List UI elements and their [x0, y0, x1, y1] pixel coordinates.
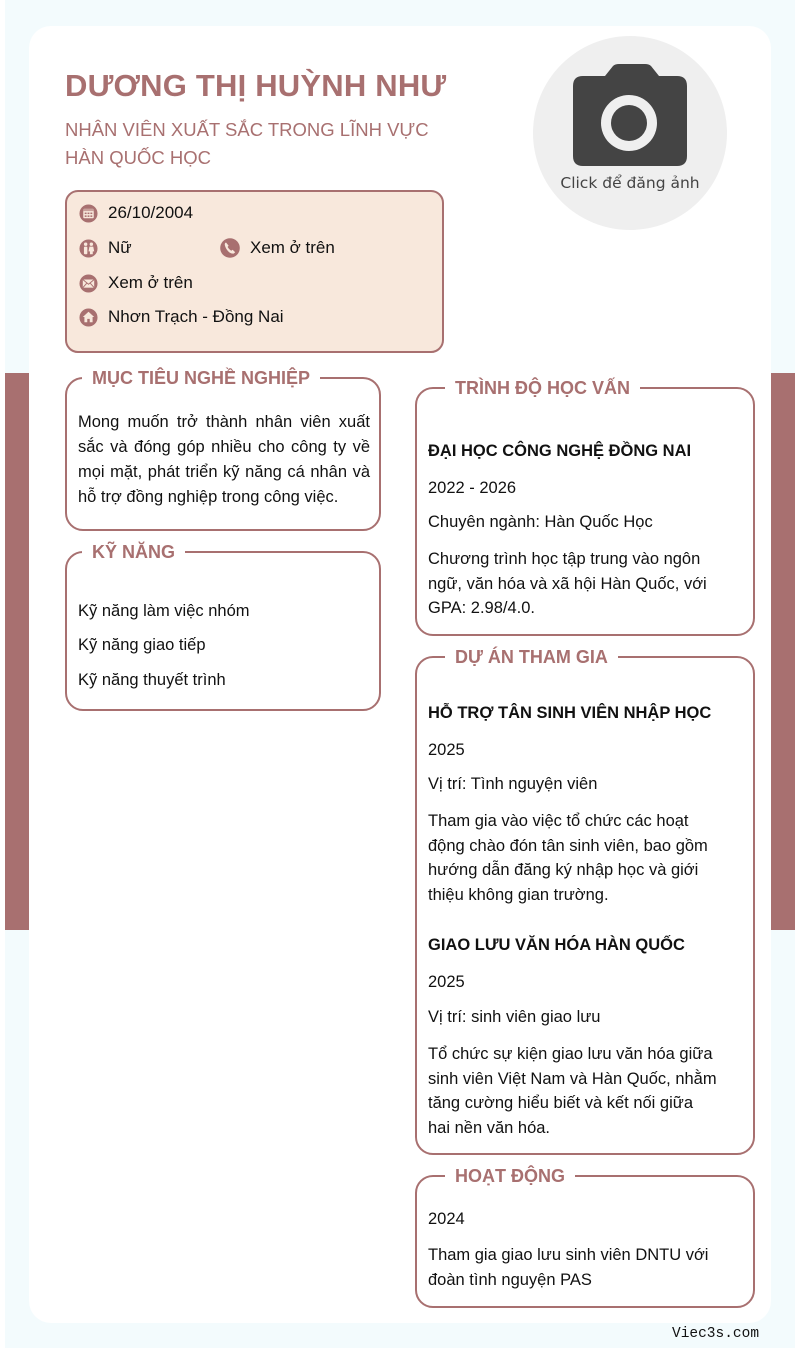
home-icon — [78, 307, 98, 327]
desc-line: Tổ chức sự kiện giao lưu văn hóa giữa — [428, 1045, 713, 1063]
section-title-activities: HOẠT ĐỘNG — [445, 1164, 575, 1188]
desc-line: ngữ, văn hóa và xã hội Hàn Quốc, với — [428, 574, 707, 593]
photo-upload[interactable] — [533, 36, 727, 230]
project-description[interactable] — [428, 1042, 717, 1141]
gender-value: Nữ — [108, 238, 132, 257]
section-title-projects: DỰ ÁN THAM GIA — [445, 645, 618, 669]
skill-item[interactable]: Kỹ năng làm việc nhóm — [78, 602, 250, 620]
desc-line: GPA: 2.98/4.0. — [428, 599, 536, 618]
project-name[interactable]: HỖ TRỢ TÂN SINH VIÊN NHẬP HỌC — [428, 704, 712, 722]
address-value: Nhơn Trạch - Đồng Nai — [108, 307, 284, 326]
project-year[interactable]: 2025 — [428, 741, 465, 759]
desc-line: hai nền văn hóa. — [428, 1119, 551, 1138]
title-line-2: HÀN QUỐC HỌC — [65, 147, 211, 168]
education-major[interactable]: Chuyên ngành: Hàn Quốc Học — [428, 513, 653, 531]
birthday-value: 26/10/2004 — [108, 203, 194, 222]
education-period[interactable]: 2022 - 2026 — [428, 479, 517, 497]
desc-line: sinh viên Việt Nam và Hàn Quốc, nhằm — [428, 1069, 717, 1088]
section-title-skills: KỸ NĂNG — [82, 540, 185, 564]
desc-line: Tham gia vào việc tổ chức các hoạt — [428, 812, 689, 830]
section-education — [415, 378, 755, 636]
title-line-1: NHÂN VIÊN XUẤT SẮC TRONG LĨNH VỰC — [65, 119, 429, 140]
desc-line: tăng cường hiểu biết và kết nối giữa — [428, 1094, 693, 1113]
section-skills — [65, 542, 381, 711]
photo-upload-label: Click để đăng ảnh — [560, 174, 700, 192]
decorative-band-right — [771, 373, 795, 930]
section-objective — [65, 368, 381, 531]
education-description[interactable] — [428, 547, 707, 621]
project-description[interactable] — [428, 809, 708, 908]
contact-email[interactable] — [78, 273, 193, 293]
watermark: Viec3s.com — [672, 1326, 760, 1342]
skill-item[interactable]: Kỹ năng giao tiếp — [78, 636, 206, 654]
phone-icon — [220, 238, 240, 258]
phone-value: Xem ở trên — [250, 238, 335, 257]
section-projects — [415, 647, 755, 1155]
contact-gender[interactable] — [78, 238, 132, 258]
project-name[interactable]: GIAO LƯU VĂN HÓA HÀN QUỐC — [428, 936, 685, 954]
section-title-objective: MỤC TIÊU NGHỀ NGHIỆP — [82, 366, 320, 390]
desc-line: thiệu không gian trường. — [428, 886, 609, 905]
section-title-education: TRÌNH ĐỘ HỌC VẤN — [445, 376, 640, 400]
candidate-title[interactable] — [65, 116, 445, 172]
activity-description[interactable] — [428, 1243, 708, 1292]
section-activities — [415, 1166, 755, 1308]
contact-birthday[interactable] — [78, 203, 193, 223]
decorative-band-left — [5, 373, 29, 930]
education-school[interactable]: ĐẠI HỌC CÔNG NGHỆ ĐỒNG NAI — [428, 442, 692, 460]
mail-icon — [78, 273, 98, 293]
candidate-name[interactable]: DƯƠNG THỊ HUỲNH NHƯ — [65, 68, 447, 103]
skill-item[interactable]: Kỹ năng thuyết trình — [78, 671, 226, 689]
contact-phone[interactable] — [220, 238, 335, 258]
project-role[interactable]: Vị trí: Tình nguyện viên — [428, 775, 598, 793]
desc-line: hướng dẫn đăng ký nhập học và giới — [428, 861, 699, 880]
project-role[interactable]: Vị trí: sinh viên giao lưu — [428, 1008, 601, 1026]
email-value: Xem ở trên — [108, 273, 193, 292]
camera-icon — [571, 64, 689, 168]
desc-line: đoàn tình nguyện PAS — [428, 1270, 592, 1289]
contact-info-box — [65, 190, 444, 353]
calendar-icon — [78, 203, 98, 223]
project-year[interactable]: 2025 — [428, 973, 465, 991]
desc-line: Tham gia giao lưu sinh viên DNTU với — [428, 1246, 709, 1264]
objective-text[interactable]: Mong muốn trở thành nhân viên xuất sắc và đóng góp nhiều cho công ty về mọi mặt, phát triển kỹ năng cá nhân và hỗ trợ đồng nghiệp trong công việc. — [78, 413, 370, 506]
gender-icon — [78, 238, 98, 258]
desc-line: động chào đón tân sinh viên, bao gồm — [428, 836, 708, 855]
contact-address[interactable] — [78, 307, 284, 327]
desc-line: Chương trình học tập trung vào ngôn — [428, 550, 701, 568]
activity-year[interactable]: 2024 — [428, 1210, 465, 1228]
